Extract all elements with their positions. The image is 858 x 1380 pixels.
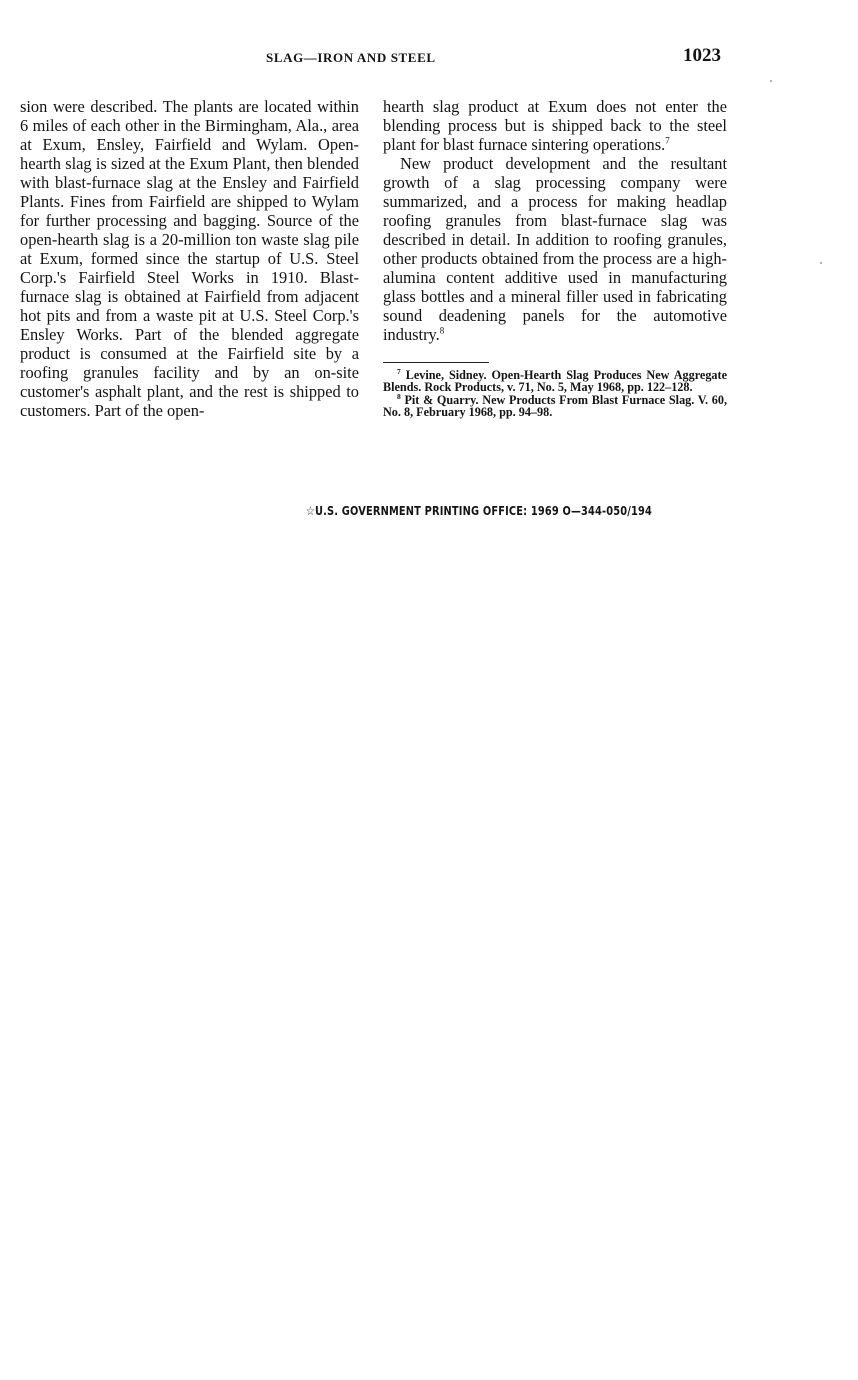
footnote-marker: 8 xyxy=(397,391,401,401)
scan-speck xyxy=(820,262,822,264)
footnote-text: Levine, Sidney. Open-Hearth Slag Produces New Aggregate Blends. Rock Products, v. 71, No. 5, May 1968, pp. 122–128. xyxy=(383,368,727,395)
paragraph-text: New product development and the resultant growth of a slag processing company were summarized, and a process for making headlap roofing granules from blast-furnace slag was described in detail. In addition to roofing granules, other products obtained from the process are a high-alumina content additive used in manufacturing glass bottles and a mineral filler used in fabricating sound deadening panels for the automotive industry. xyxy=(383,154,727,344)
footnote-reference: 7 xyxy=(665,135,670,146)
footnote-reference: 8 xyxy=(439,325,445,336)
footnote-marker: 7 xyxy=(397,366,401,376)
footnote xyxy=(383,391,728,420)
body-paragraph: sion were described. The plants are located within 6 miles of each other in the Birmingham, Ala., area at Exum, Ensley, Fairfield and Wylam. Open-hearth slag is sized at the Exum Plant, then blended with blast-furnace slag at the Ensley and Fairfield Plants. Fines from Fairfield are shipped to Wylam for further processing and bagging. Source of the open-hearth slag is a 20-million ton waste slag pile at Exum, formed since the startup of U.S. Steel Corp.'s Fairfield Steel Works in 1910. Blast-furnace slag is obtained at Fairfield from adjacent hot pits and from a waste pit at U.S. Steel Corp.'s Ensley Works. Part of the blended aggregate product is consumed at the Fairfield site by a roofing granules facility and by an on-site customer's asphalt plant, and the rest is shipped to customers. Part of the open- xyxy=(20,97,359,420)
printing-office-imprint: ☆U.S. GOVERNMENT PRINTING OFFICE: 1969 O—344-050/194 xyxy=(306,503,652,518)
paragraph-text: hearth slag product at Exum does not enter the blending process but is shipped back to the steel plant for blast furnace sintering operations. xyxy=(383,97,727,154)
right-column xyxy=(383,97,727,419)
footnote-text: Pit & Quarry. New Products From Blast Furnace Slag. V. 60, No. 8, February 1968, pp. 94–98. xyxy=(383,392,728,420)
body-paragraph xyxy=(383,154,727,344)
page-number: 1023 xyxy=(683,45,721,66)
running-title: SLAG—IRON AND STEEL xyxy=(266,50,436,65)
footnote xyxy=(383,366,727,395)
body-paragraph xyxy=(383,97,727,154)
left-column xyxy=(20,97,359,420)
scan-speck xyxy=(770,80,772,82)
footnote-divider xyxy=(383,362,489,363)
